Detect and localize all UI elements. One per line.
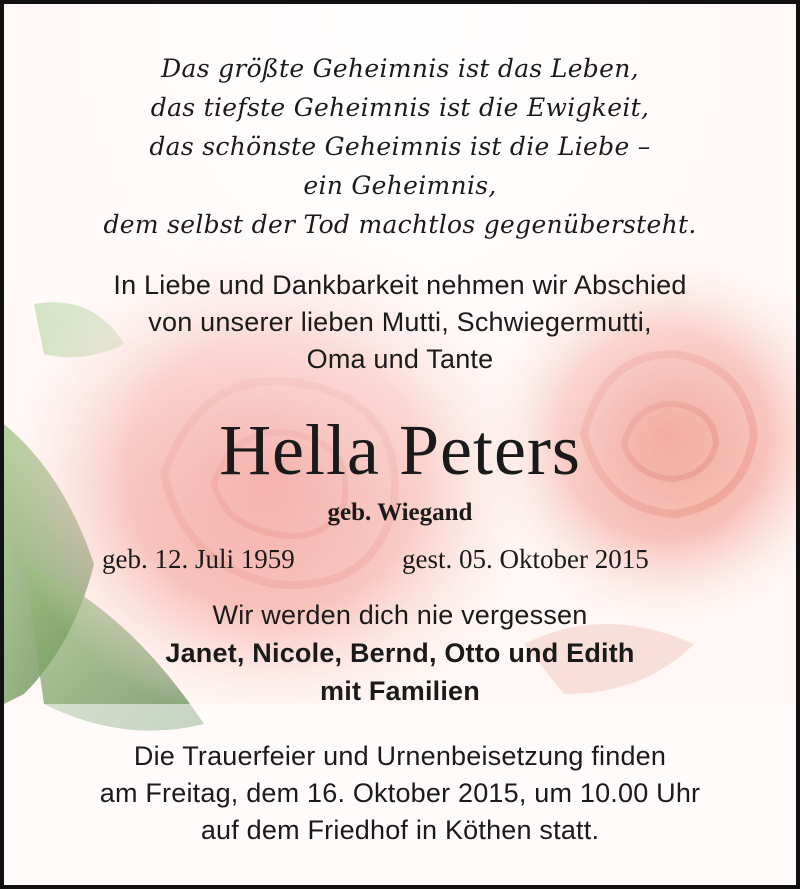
ceremony-line: am Freitag, dem 16. Oktober 2015, um 10.00 Uhr xyxy=(99,778,701,808)
ceremony-line: auf dem Friedhof in Köthen statt. xyxy=(200,815,600,845)
family-line: mit Familien xyxy=(320,676,480,706)
quote-line: Das größte Geheimnis ist das Leben, xyxy=(161,54,639,83)
intro-line: von unserer lieben Mutti, Schwiegermutti, xyxy=(148,307,652,337)
maiden-name: geb. Wiegand xyxy=(327,499,473,526)
birth-date: geb. 12. Juli 1959 xyxy=(102,544,295,574)
life-dates xyxy=(4,544,796,580)
intro-line: Oma und Tante xyxy=(306,344,494,374)
intro-line: In Liebe und Dankbarkeit nehmen wir Abschied xyxy=(113,270,687,300)
obituary-text xyxy=(4,4,796,885)
quote-line: dem selbst der Tod machtlos gegenübersteht. xyxy=(103,210,697,239)
family-line: Janet, Nicole, Bernd, Otto und Edith xyxy=(165,638,635,668)
farewell-line: Wir werden dich nie vergessen xyxy=(212,600,588,630)
ceremony-line: Die Trauerfeier und Urnenbeisetzung finden xyxy=(133,741,667,771)
quote-line: das tiefste Geheimnis ist die Ewigkeit, xyxy=(150,93,650,122)
death-date: gest. 05. Oktober 2015 xyxy=(402,544,649,574)
deceased-name: Hella Peters xyxy=(219,410,581,490)
quote-line: ein Geheimnis, xyxy=(303,171,497,200)
quote-line: das schönste Geheimnis ist die Liebe – xyxy=(149,132,651,161)
